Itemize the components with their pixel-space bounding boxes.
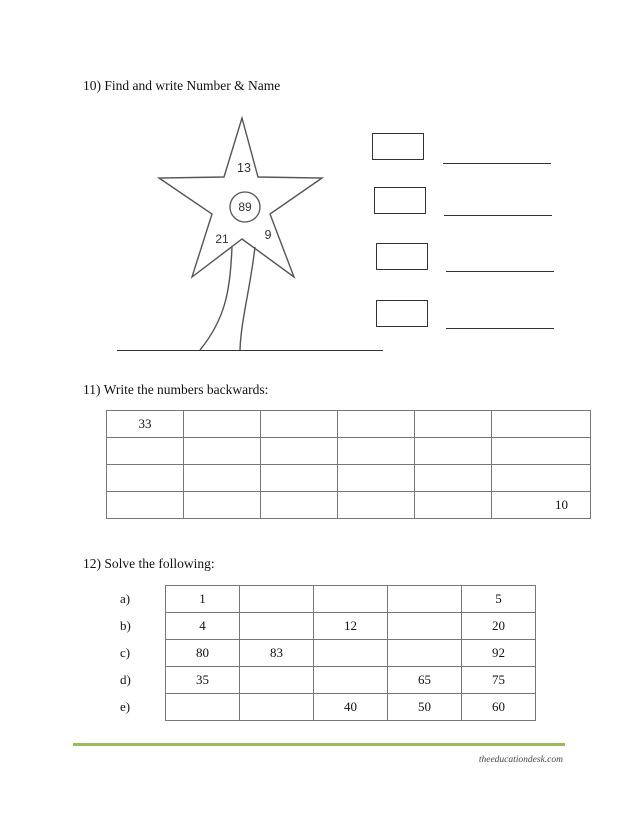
table-cell[interactable]: 4 <box>166 613 240 640</box>
table-cell[interactable] <box>107 438 184 465</box>
backwards-table <box>106 410 591 519</box>
footer-site: theeducationdesk.com <box>478 755 563 765</box>
table-cell[interactable]: 60 <box>462 694 536 721</box>
star-shape <box>159 118 322 277</box>
table-cell[interactable] <box>107 492 184 519</box>
star-number-top: 13 <box>237 161 251 175</box>
footer-divider <box>73 743 565 746</box>
table-cell[interactable] <box>338 438 415 465</box>
table-cell[interactable] <box>388 640 462 667</box>
ground-line <box>117 350 383 351</box>
answer-line-4[interactable] <box>446 328 554 329</box>
table-cell[interactable] <box>261 411 338 438</box>
table-cell[interactable]: 20 <box>462 613 536 640</box>
row-label-b: b) <box>120 618 131 633</box>
table-cell[interactable]: 83 <box>240 640 314 667</box>
table-row <box>166 586 536 613</box>
table-cell[interactable] <box>492 465 591 492</box>
table-cell[interactable] <box>240 667 314 694</box>
table-cell[interactable] <box>184 465 261 492</box>
table-cell[interactable]: 50 <box>388 694 462 721</box>
question-10-title: 10) Find and write Number & Name <box>83 78 281 93</box>
star-number-right: 9 <box>264 228 272 242</box>
table-cell[interactable] <box>314 667 388 694</box>
table-row <box>107 492 591 519</box>
table-cell[interactable]: 80 <box>166 640 240 667</box>
table-cell[interactable] <box>415 438 492 465</box>
answer-box-1[interactable] <box>372 133 424 160</box>
row-label-d: d) <box>120 672 131 687</box>
table-cell[interactable] <box>314 640 388 667</box>
row-label-c: c) <box>120 645 131 660</box>
table-cell[interactable] <box>261 438 338 465</box>
table-cell[interactable] <box>415 465 492 492</box>
table-cell[interactable] <box>492 438 591 465</box>
table-cell[interactable]: 35 <box>166 667 240 694</box>
table-cell[interactable] <box>184 492 261 519</box>
table-row <box>166 667 536 694</box>
row-label-a: a) <box>120 591 131 606</box>
table-row <box>107 438 591 465</box>
table-cell[interactable] <box>261 492 338 519</box>
table-cell[interactable] <box>184 438 261 465</box>
solve-table <box>165 585 536 721</box>
star-wand-illustration <box>0 0 638 380</box>
table-cell[interactable]: 33 <box>107 411 184 438</box>
table-cell[interactable]: 10 <box>492 492 591 519</box>
table-cell[interactable]: 92 <box>462 640 536 667</box>
table-row <box>166 694 536 721</box>
table-cell[interactable] <box>166 694 240 721</box>
table-cell[interactable] <box>240 613 314 640</box>
star-number-left: 21 <box>215 232 229 246</box>
table-cell[interactable]: 12 <box>314 613 388 640</box>
answer-box-4[interactable] <box>376 300 428 327</box>
table-cell[interactable] <box>338 492 415 519</box>
table-row <box>107 465 591 492</box>
table-cell[interactable] <box>107 465 184 492</box>
table-cell[interactable] <box>415 411 492 438</box>
answer-line-3[interactable] <box>446 271 554 272</box>
table-cell[interactable]: 5 <box>462 586 536 613</box>
table-cell[interactable] <box>240 586 314 613</box>
table-cell[interactable] <box>240 694 314 721</box>
answer-line-2[interactable] <box>444 215 552 216</box>
table-cell[interactable]: 40 <box>314 694 388 721</box>
table-cell[interactable] <box>314 586 388 613</box>
question-12-title: 12) Solve the following: <box>83 556 215 571</box>
question-11-title: 11) Write the numbers backwards: <box>83 382 269 397</box>
star-number-center: 89 <box>238 200 252 214</box>
table-cell[interactable]: 75 <box>462 667 536 694</box>
table-cell[interactable] <box>261 465 338 492</box>
table-cell[interactable] <box>388 613 462 640</box>
row-label-e: e) <box>120 699 131 714</box>
table-cell[interactable] <box>184 411 261 438</box>
table-row <box>107 411 591 438</box>
table-cell[interactable] <box>338 465 415 492</box>
table-cell[interactable] <box>492 411 591 438</box>
table-cell[interactable]: 1 <box>166 586 240 613</box>
answer-box-3[interactable] <box>376 243 428 270</box>
table-cell[interactable] <box>388 586 462 613</box>
answer-box-2[interactable] <box>374 187 426 214</box>
table-cell[interactable] <box>415 492 492 519</box>
answer-line-1[interactable] <box>443 163 551 164</box>
table-cell[interactable] <box>338 411 415 438</box>
table-row <box>166 640 536 667</box>
table-cell[interactable]: 65 <box>388 667 462 694</box>
table-row <box>166 613 536 640</box>
